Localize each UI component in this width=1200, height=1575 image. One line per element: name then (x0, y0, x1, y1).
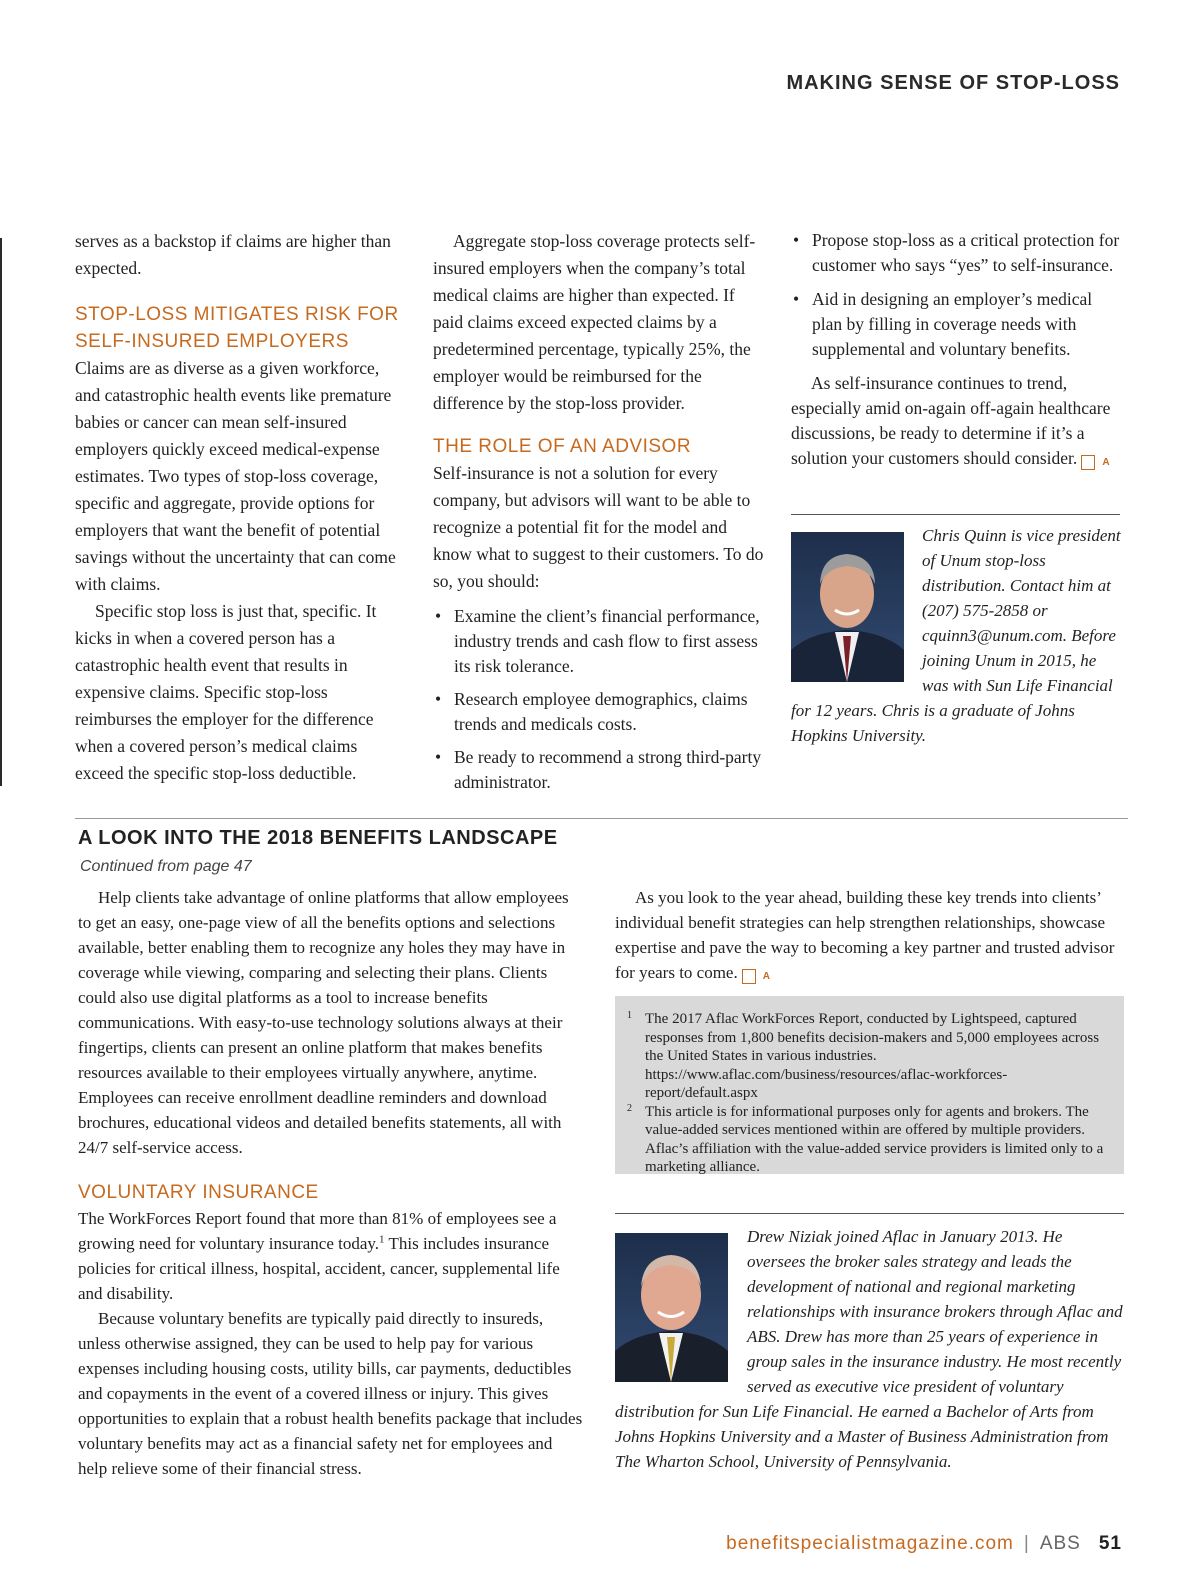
list-item: • Aid in designing an employer’s medical plan by filling in coverage needs with supplemental and voluntary benefits. (791, 287, 1124, 362)
bullet-list (791, 228, 1124, 362)
paragraph (78, 1206, 583, 1306)
paragraph: Claims are as diverse as a given workforce, and catastrophic health events like premature babies or cancer can mean self-insured employers quickly exceed medical-expense estimates. Two types of stop-loss coverage, specific and aggregate, provide options for employers that want the benefit of potential savings without the uncertainty that can come with claims. (75, 358, 396, 594)
abs-logo-icon: A (1081, 455, 1095, 470)
bio-float-spacer (615, 1224, 747, 1399)
stop-loss-column-3 (791, 228, 1124, 471)
paragraph: serves as a backstop if claims are higher than expected. (75, 231, 391, 278)
section-heading: VOLUNTARY INSURANCE (78, 1182, 319, 1203)
section-heading: STOP-LOSS MITIGATES RISK FOR SELF-INSURED EMPLOYERS (75, 304, 399, 352)
paragraph-text: As self-insurance continues to trend, especially amid on-again off-again healthcare discussions, be ready to determine if it’s a solution your customers should consider. (791, 373, 1111, 468)
section-heading: THE ROLE OF AN ADVISOR (433, 436, 692, 457)
footnote-number: 2 (627, 1102, 632, 1114)
paragraph-text: The WorkForces Report found that more than 81% of employees see a growing need for voluntary insurance today. (78, 1209, 557, 1253)
benefits-column-right (615, 885, 1124, 985)
footer-separator: | (1023, 1533, 1030, 1554)
paragraph: Aggregate stop-loss coverage protects self-insured employers when the company’s total medical claims are higher than expected. If paid claims exceed expected claims by a predetermined percentage, typically 25%, the employer would be reimbursed for the difference by the stop-loss provider. (433, 231, 756, 413)
footnote-number: 1 (627, 1010, 632, 1021)
page-footer (726, 1533, 1122, 1555)
paragraph: Help clients take advantage of online platforms that allow employees to get an easy, one-page view of all the benefits options and selections available, better enabling them to recognize any holes they may have in coverage while viewing, comparing and selecting their plans. Clients could also use digital platforms as a tool to increase benefits communications. With easy-to-use technology solutions always at their fingertips, clients can present an online platform that makes benefits resources available to their employees virtually anywhere, anytime. Employees can receive enrollment deadline reminders and download brochures, educational videos and detailed benefits statements, all with 24/7 self-service access. (78, 888, 569, 1157)
footnote (627, 1010, 1108, 1103)
bullet-list (433, 604, 765, 795)
author-bio (615, 1224, 1124, 1474)
author-bio (791, 523, 1124, 748)
footnote-ref: 1 (379, 1233, 385, 1246)
footnote-text: This article is for informational purposes only for agents and brokers. The value-added services mentioned within are offered by multiple providers. Aflac’s affiliation with the value-added service providers is limited only to a marketing alliance. (645, 1103, 1104, 1175)
continued-note: Continued from page 47 (80, 858, 252, 875)
paragraph-text: As you look to the year ahead, building these key trends into clients’ individual benefit strategies can help strengthen relationships, showcase expertise and pave the way to becoming a key partner and trusted advisor for years to come. (615, 888, 1115, 982)
footnotes-box (615, 996, 1124, 1174)
author-bio-text: Chris Quinn is vice president of Unum stop-loss distribution. Contact him at (207) 575-2858 or cquinn3@unum.com. Before joining Unum in 2015, he was with Sun Life Financial for 12 years. Chris is a graduate of Johns Hopkins University. (791, 526, 1121, 745)
benefits-column-left (78, 885, 583, 1481)
website-link[interactable]: benefitspecialistmagazine.com (726, 1533, 1014, 1554)
abs-logo-icon: A (742, 969, 756, 984)
section-divider (75, 818, 1128, 819)
page-number: 51 (1098, 1533, 1122, 1554)
list-item: • Examine the client’s financial performance, industry trends and cash flow to first assess its risk tolerance. (433, 604, 765, 679)
list-item: • Be ready to recommend a strong third-party administrator. (433, 745, 765, 795)
paragraph: Self-insurance is not a solution for every company, but advisors will want to be able to recognize a potential fit for the model and know what to suggest to their customers. To do so, you should: (433, 463, 764, 591)
article-title: A LOOK INTO THE 2018 BENEFITS LANDSCAPE (78, 827, 558, 849)
bio-float-spacer (791, 523, 922, 683)
publication-name: ABS (1039, 1533, 1081, 1554)
list-item: • Propose stop-loss as a critical protection for customer who says “yes” to self-insurance. (791, 228, 1124, 278)
paragraph (615, 885, 1124, 985)
author-bio-text: Drew Niziak joined Aflac in January 2013. He oversees the broker sales strategy and leads the development of national and regional marketing relationships with insurance brokers through Aflac and ABS. Drew has more than 25 years of experience in group sales in the insurance industry. He most recently served as executive vice president of voluntary distribution for Sun Life Financial. He earned a Bachelor of Arts from Johns Hopkins University and a Master of Business Administration from The Wharton School, University of Pennsylvania. (615, 1227, 1123, 1471)
running-head: MAKING SENSE OF STOP-LOSS (786, 72, 1120, 94)
list-item: • Research employee demographics, claims trends and medicals costs. (433, 687, 765, 737)
left-margin-rule (0, 238, 2, 786)
bio-rule (615, 1213, 1124, 1214)
footnote (627, 1103, 1108, 1177)
footnote-text: The 2017 Aflac WorkForces Report, conducted by Lightspeed, captured responses from 1,800 benefits decision-makers and 5,000 employees across the United States in various industries. https://www.aflac.com/business/resources/aflac-workforces-report/default.aspx (645, 1011, 1100, 1101)
bio-rule (791, 514, 1120, 515)
paragraph (791, 371, 1124, 471)
paragraph: Because voluntary benefits are typically paid directly to insureds, unless otherwise assigned, they can be used to help pay for various expenses including housing costs, utility bills, car payments, deductibles and copayments in the event of a covered illness or injury. This gives opportunities to explain that a robust health benefits package that includes voluntary benefits may act as a financial safety net for employees and help relieve some of their financial stress. (78, 1309, 583, 1478)
paragraph: Specific stop loss is just that, specific. It kicks in when a covered person has a catastrophic health event that results in expensive claims. Specific stop-loss reimburses the employer for the difference when a covered person’s medical claims exceed the specific stop-loss deductible. (75, 601, 377, 783)
stop-loss-column-1 (75, 228, 405, 787)
stop-loss-column-2 (433, 228, 765, 795)
paragraph-text: This includes insurance policies for critical illness, hospital, accident, cancer, supplemental life and disability. (78, 1234, 560, 1303)
